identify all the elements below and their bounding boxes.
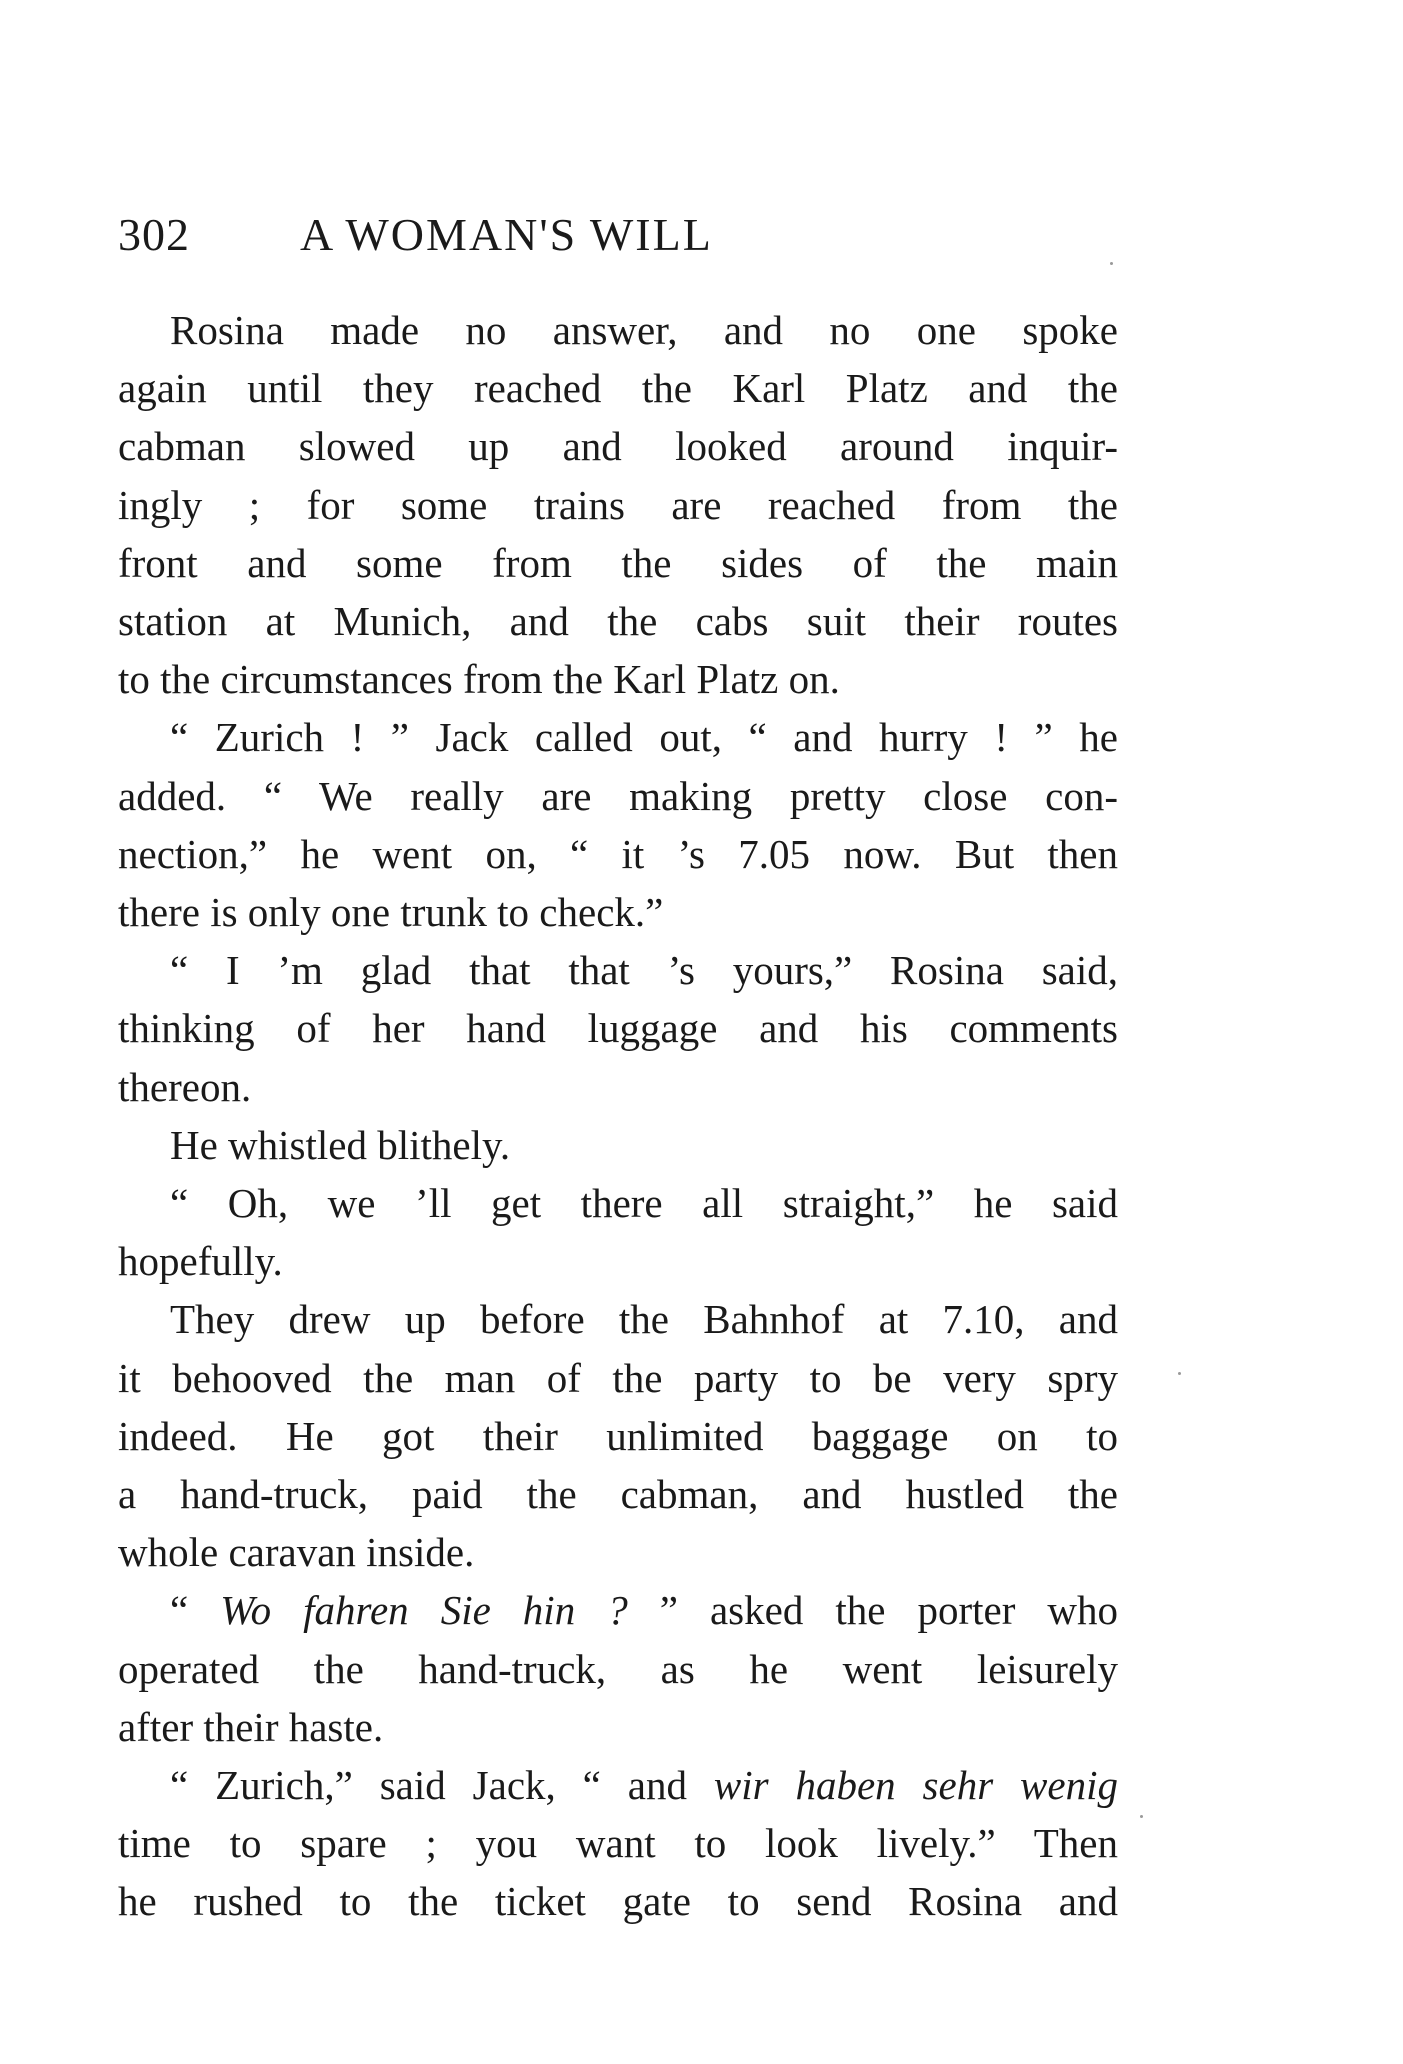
paragraph bbox=[118, 1581, 1118, 1756]
paper-speck bbox=[1140, 1815, 1143, 1818]
text-line: to the circumstances from the Karl Platz on. bbox=[118, 656, 840, 703]
paragraph bbox=[118, 1290, 1118, 1581]
text-line: cabman slowed up and looked around inquir- bbox=[118, 423, 1118, 470]
page-number: 302 bbox=[118, 209, 190, 260]
text-line: front and some from the sides of the main bbox=[118, 539, 1118, 586]
text-line bbox=[118, 1814, 1118, 1872]
text-line: He whistled blithely. bbox=[170, 1121, 511, 1168]
paper-speck bbox=[1110, 262, 1113, 265]
text-line bbox=[118, 1756, 1118, 1814]
paper-speck bbox=[1178, 1372, 1181, 1375]
text-line: thinking of her hand luggage and his comments bbox=[118, 1005, 1118, 1052]
text-line: whole caravan inside. bbox=[118, 1529, 475, 1576]
text-line: nection,” he went on, “ it ’s 7.05 now. But then bbox=[118, 830, 1118, 877]
running-head bbox=[118, 205, 1118, 265]
text-line bbox=[118, 1640, 1118, 1698]
text-line: They drew up before the Bahnhof at 7.10, and bbox=[170, 1296, 1118, 1343]
text-line: there is only one trunk to check.” bbox=[118, 889, 664, 936]
text-line: “ Oh, we ’ll get there all straight,” he said bbox=[170, 1180, 1118, 1227]
text-line bbox=[118, 1581, 1118, 1639]
text-line: indeed. He got their unlimited baggage on to bbox=[118, 1412, 1118, 1459]
text-run: time to spare ; you want to look lively.” Then bbox=[118, 1820, 1118, 1867]
paragraph bbox=[118, 708, 1118, 941]
text-line: Rosina made no answer, and no one spoke bbox=[170, 307, 1118, 353]
italic-text: Wo fahren Sie hin ? bbox=[220, 1587, 628, 1634]
book-page bbox=[118, 205, 1118, 1931]
text-line: station at Munich, and the cabs suit their routes bbox=[118, 598, 1118, 645]
text-line: hopefully. bbox=[118, 1238, 283, 1285]
text-run: operated the hand-truck, as he went leisurely bbox=[118, 1645, 1118, 1692]
paragraph bbox=[118, 941, 1118, 1116]
text-run: “ Zurich,” said Jack, “ and bbox=[170, 1762, 714, 1809]
paragraph bbox=[118, 1116, 1118, 1174]
text-line: a hand-truck, paid the cabman, and hustled the bbox=[118, 1471, 1118, 1518]
text-run: he rushed to the ticket gate to send Rosina and bbox=[118, 1878, 1118, 1925]
text-line: “ Zurich ! ” Jack called out, “ and hurry ! ” he bbox=[170, 714, 1118, 761]
body-text bbox=[118, 301, 1118, 1931]
text-line: “ I ’m glad that that ’s yours,” Rosina said, bbox=[170, 947, 1118, 994]
text-line bbox=[118, 1698, 1118, 1756]
paragraph bbox=[118, 1756, 1118, 1931]
text-line: ingly ; for some trains are reached from the bbox=[118, 481, 1118, 528]
paragraph bbox=[118, 301, 1118, 708]
text-run: after their haste. bbox=[118, 1703, 384, 1750]
paragraph bbox=[118, 1174, 1118, 1290]
italic-text: wir haben sehr wenig bbox=[713, 1762, 1118, 1809]
text-line: added. “ We really are making pretty close con- bbox=[118, 772, 1118, 819]
text-run: “ bbox=[170, 1587, 221, 1634]
text-line: thereon. bbox=[118, 1063, 252, 1110]
book-title: A WOMAN'S WILL bbox=[300, 209, 713, 260]
text-line bbox=[118, 1872, 1118, 1930]
text-run: ” asked the porter who bbox=[627, 1587, 1118, 1634]
text-line: it behooved the man of the party to be very spry bbox=[118, 1354, 1118, 1401]
text-line: again until they reached the Karl Platz and the bbox=[118, 365, 1118, 412]
